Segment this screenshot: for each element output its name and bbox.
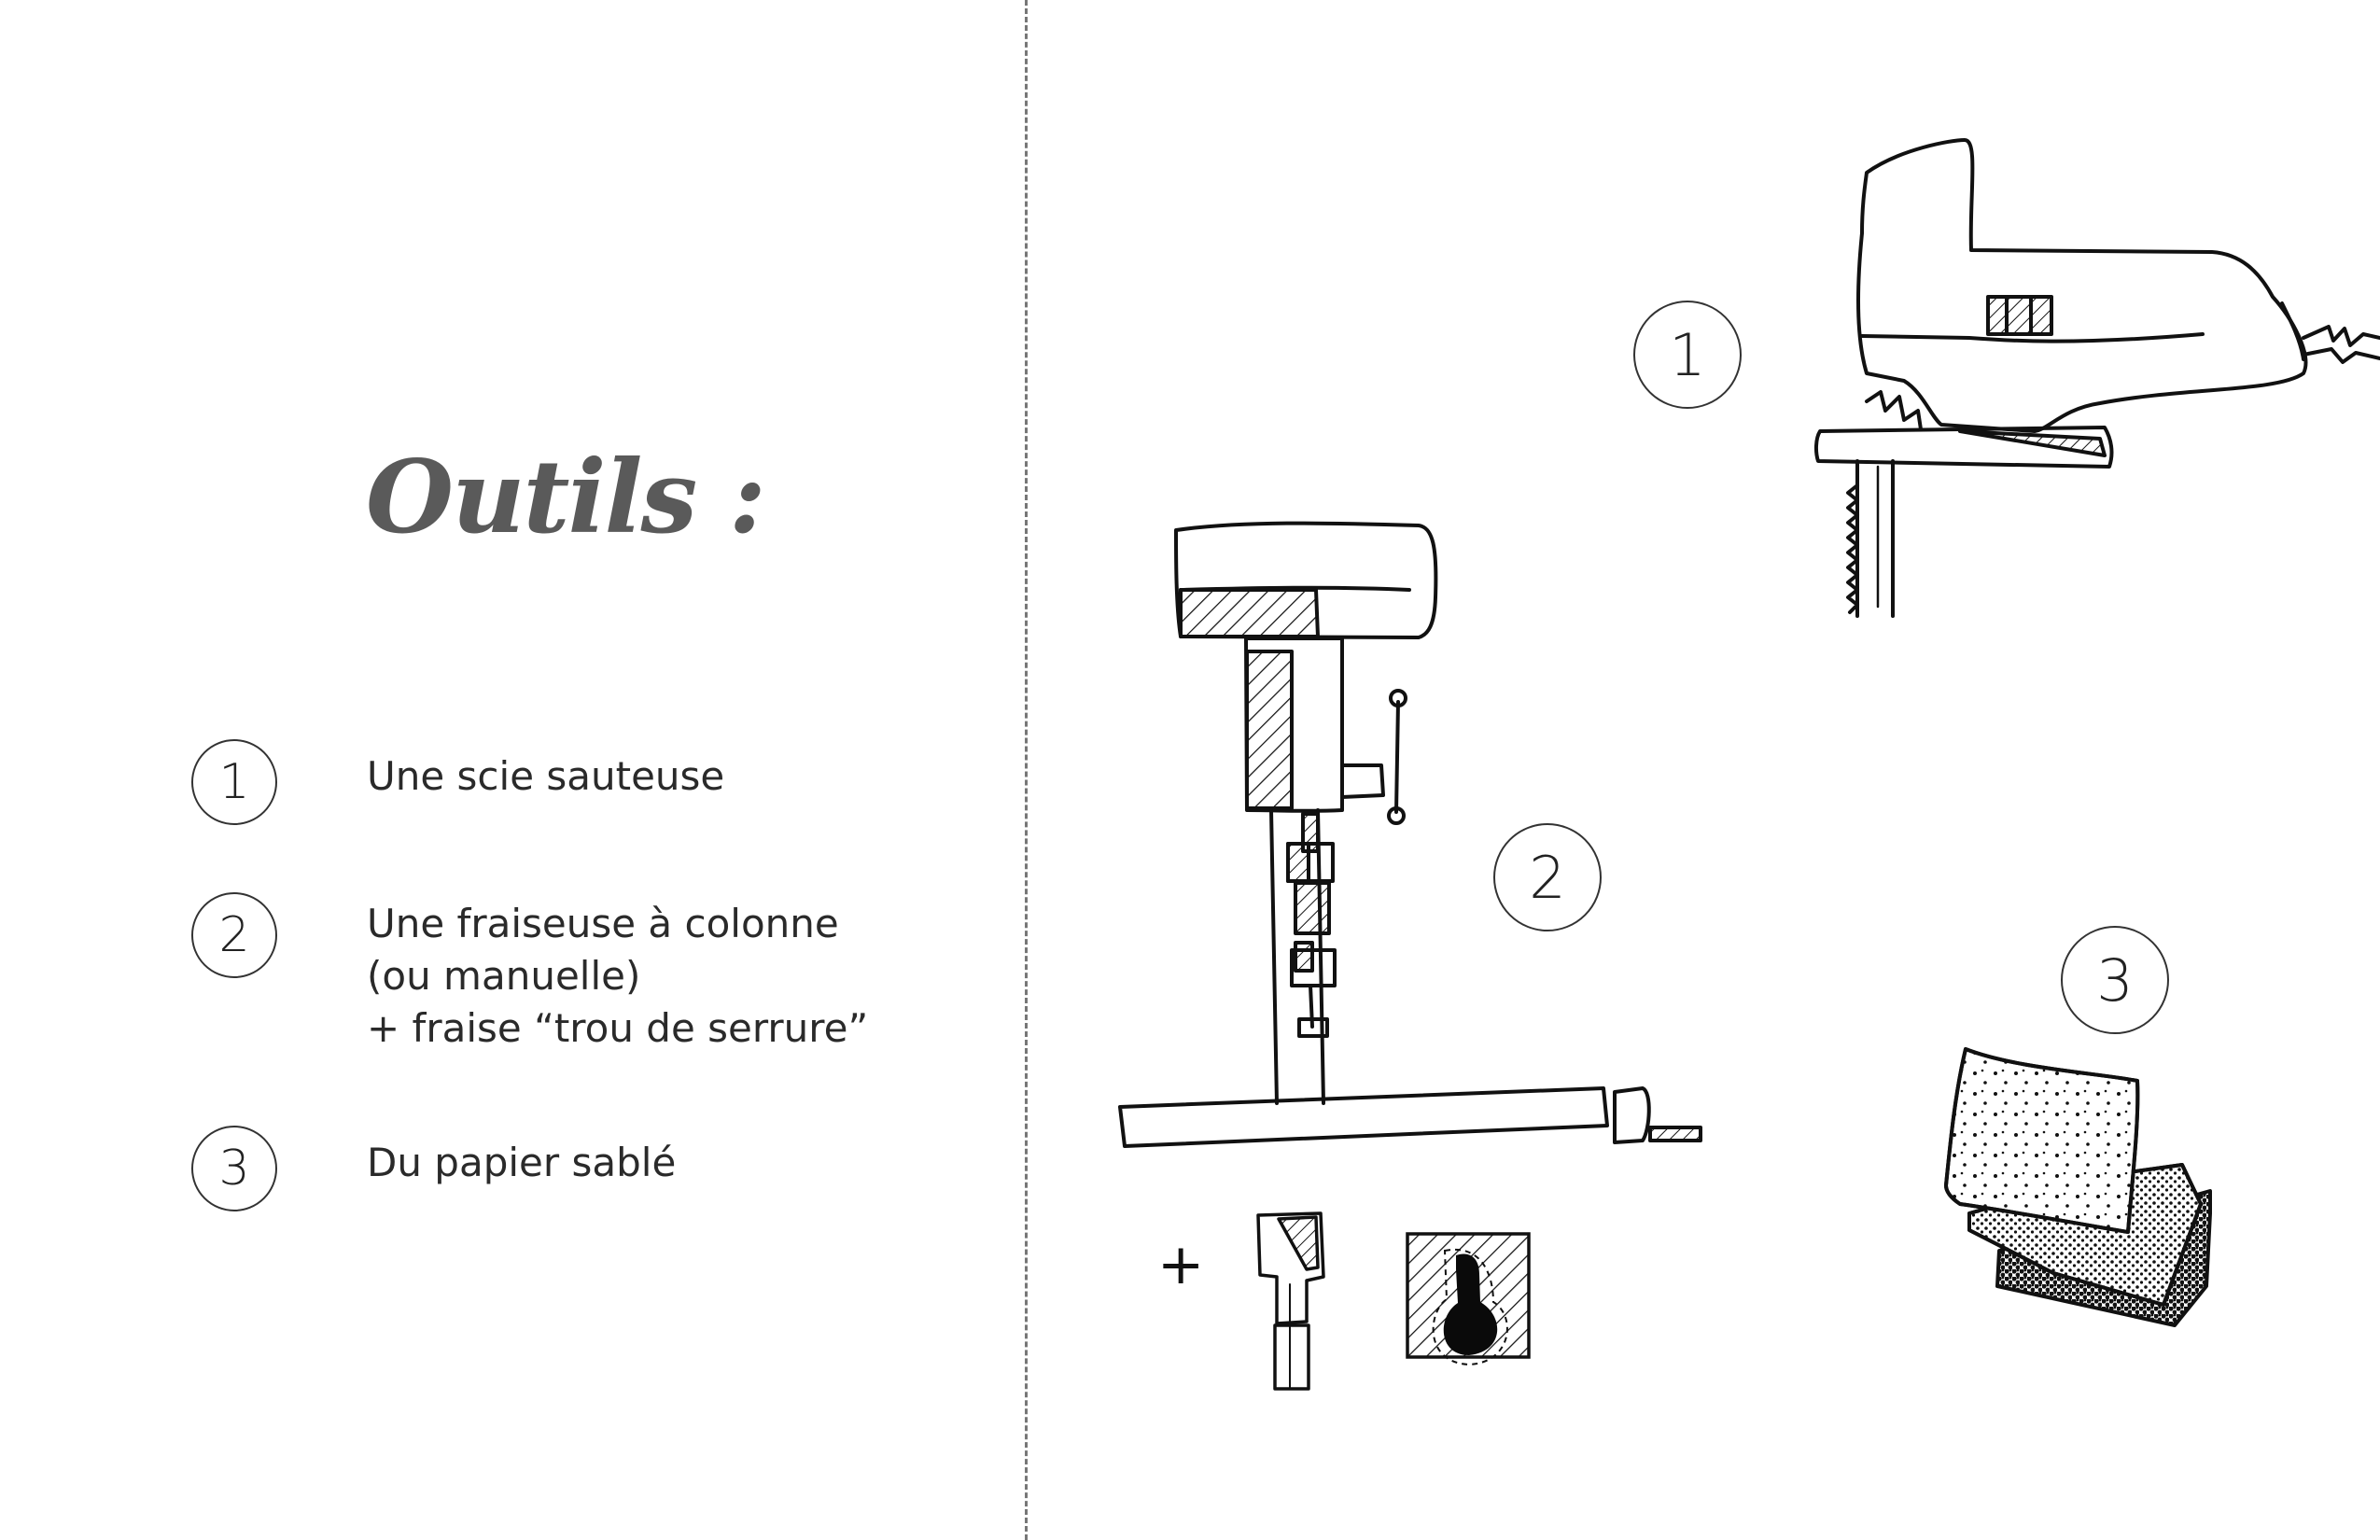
keyhole-bit-illustration: [1258, 1213, 1323, 1389]
illustrations-canvas: [1027, 0, 2380, 1540]
illustrations-panel: [1027, 0, 2380, 1540]
tools-list-panel: [0, 0, 1025, 1540]
tool-line: (ou manuelle): [367, 953, 641, 999]
figure-label-1: 1: [1633, 301, 1742, 409]
figure-label-2: 2: [1493, 823, 1602, 931]
tool-description: [367, 750, 724, 803]
sandpaper-illustration: [1946, 1049, 2210, 1325]
tool-line: + fraise “trou de serrure”: [367, 1005, 869, 1051]
tool-line: Une scie sauteuse: [367, 753, 725, 799]
keyhole-slot-illustration: [1407, 1234, 1529, 1365]
figure-label-3: 3: [2061, 926, 2169, 1034]
tool-number-badge: 2: [191, 892, 277, 978]
tool-line: Une fraiseuse à colonne: [367, 901, 839, 946]
jigsaw-illustration: [1816, 140, 2380, 616]
tool-description: [367, 1137, 676, 1189]
tool-line: Du papier sablé: [367, 1140, 677, 1185]
plus-sign: +: [1157, 1232, 1205, 1297]
tool-number-badge: 3: [191, 1126, 277, 1211]
tool-number-badge: 1: [191, 739, 277, 825]
tool-description: [367, 898, 868, 1055]
page-title: Outils :: [366, 439, 764, 556]
drill-press-illustration: [1120, 524, 1701, 1146]
